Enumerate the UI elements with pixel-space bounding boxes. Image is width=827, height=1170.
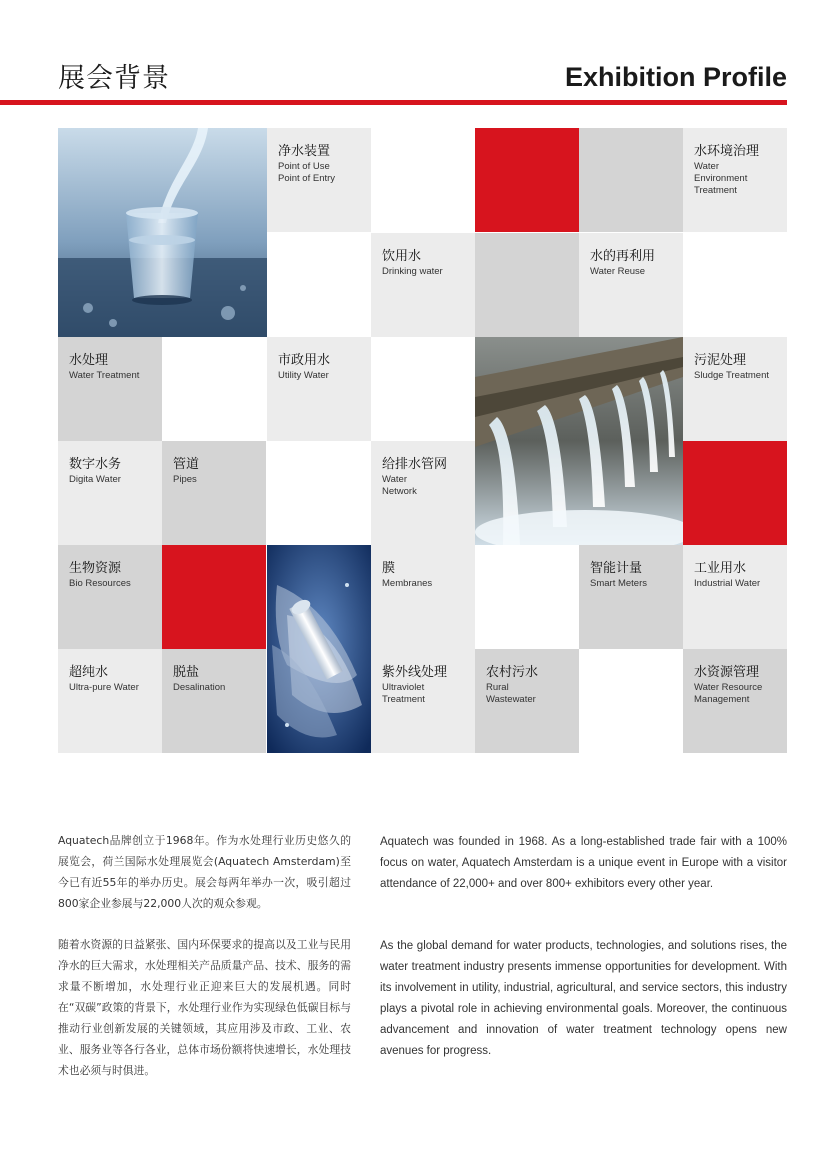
tile-label-en: Rural Wastewater xyxy=(486,682,536,705)
tile-blank xyxy=(371,128,475,232)
tile-label-cn: 数字水务 xyxy=(69,457,122,472)
tile-label-cn: 水环境治理 xyxy=(694,144,760,159)
tile-ultraviolet-treatment xyxy=(371,649,475,753)
tile-label-en: Water Reuse xyxy=(590,266,646,277)
tile-label-cn: 智能计量 xyxy=(590,561,643,576)
tile-label-cn: 紫外线处理 xyxy=(382,665,448,680)
tile-rural-wastewater xyxy=(475,649,579,753)
tile-label-en: Drinking water xyxy=(382,266,443,277)
tile-label-en: Water Environment Treatment xyxy=(694,161,748,196)
tile-label-en: Bio Resources xyxy=(69,578,131,589)
tile-label-en: Point of Use Point of Entry xyxy=(278,161,336,184)
tile-water-resource-management xyxy=(683,649,787,753)
tile-blank xyxy=(475,545,579,649)
tile-label-en: Digita Water xyxy=(69,474,121,485)
tile-label-cn: 饮用水 xyxy=(382,249,422,264)
tile-label-cn: 水资源管理 xyxy=(694,665,760,680)
tile-label-cn: 污泥处理 xyxy=(694,353,747,368)
tile-industrial-water xyxy=(683,545,787,649)
tile-red xyxy=(683,441,787,545)
tile-label-cn: 给排水管网 xyxy=(382,457,448,472)
tile-label-cn: 市政用水 xyxy=(278,353,331,368)
tile-blank xyxy=(162,337,266,441)
tile-label-en: Membranes xyxy=(382,578,433,589)
tile-label-cn: 脱盐 xyxy=(173,665,200,680)
tile-digital-water xyxy=(58,441,162,545)
tile-label-cn: 净水装置 xyxy=(278,144,331,159)
tile-label-cn: 管道 xyxy=(173,457,200,472)
tile-membranes xyxy=(371,545,475,649)
tile-blank xyxy=(267,233,371,337)
tile-sludge-treatment xyxy=(683,337,787,441)
tile-water-environment xyxy=(683,128,787,232)
tile-red xyxy=(475,128,579,232)
tile-label-en: Industrial Water xyxy=(694,578,761,589)
intro-paragraph-cn: Aquatech品牌创立于1968年。作为水处理行业历史悠久的展览会，荷兰国际水处理展览会(Aquatech Amsterdam)至今已有近55年的举办历史。展会每两年举办一次，吸引超过800家企业参展与22,000人次的观众参观。 xyxy=(58,834,351,910)
tile-label-en: Desalination xyxy=(173,682,226,693)
tile-water-treatment xyxy=(58,337,162,441)
tile-label-en: Sludge Treatment xyxy=(694,370,769,381)
tile-label-en: Smart Meters xyxy=(590,578,648,589)
page-title-en: Exhibition Profile xyxy=(564,62,787,92)
tile-blank xyxy=(683,233,787,337)
tile-label-en: Ultra-pure Water xyxy=(69,682,139,693)
membrane-photo xyxy=(267,545,371,753)
tile-utility-water xyxy=(267,337,371,441)
tile-bio-resources xyxy=(58,545,162,649)
tile-blank xyxy=(267,441,371,545)
intro-paragraph-en: Aquatech was founded in 1968. As a long-established trade fair with a 100% focus on water, Aquatech Amsterdam is a unique event in Europe with a visitor attendance of 22,000+ and over 800+ exhibitors every other year. xyxy=(380,836,787,890)
market-paragraph-cn: 随着水资源的日益紧张、国内环保要求的提高以及工业与民用净水的巨大需求，水处理相关产品质量产品、技术、服务的需求量不断增加，水处理行业正迎来巨大的发展机遇。同时在“双碳”政策的背景下，水处理行业作为实现绿色低碳目标与推动行业创新发展的关键领域，其应用涉及市政、工业、农业、服务业等各行各业，总体市场份额将快速增长，水处理技术也必须与时俱进。 xyxy=(58,938,351,1077)
tile-point-of-use xyxy=(267,128,371,232)
tile-smart-meters xyxy=(579,545,683,649)
tile-pipes xyxy=(162,441,266,545)
tile-label-cn: 工业用水 xyxy=(694,561,747,576)
tile-label-en: Ultraviolet Treatment xyxy=(382,682,425,705)
tile-blank xyxy=(579,649,683,753)
tile-label-cn: 水的再利用 xyxy=(590,249,656,264)
tile-red xyxy=(162,545,266,649)
tile-label-en: Pipes xyxy=(173,474,197,485)
tile-drinking-water xyxy=(371,233,475,337)
tile-ultra-pure-water xyxy=(58,649,162,753)
tile-label-en: Water Network xyxy=(382,474,417,497)
tile-label-en: Water Treatment xyxy=(69,370,140,381)
tile-water-reuse xyxy=(579,233,683,337)
tile-water-network xyxy=(371,441,475,545)
tile-blank xyxy=(371,337,475,441)
water-outflow-photo xyxy=(475,337,683,545)
water-glass-photo xyxy=(58,128,267,337)
tile-desalination xyxy=(162,649,266,753)
tile-label-en: Water Resource Management xyxy=(694,682,763,705)
tile-label-cn: 膜 xyxy=(382,561,396,576)
header-rule xyxy=(0,100,787,105)
tile-gray xyxy=(475,233,579,337)
tile-label-cn: 超纯水 xyxy=(69,665,109,680)
tile-gray xyxy=(579,128,683,232)
tile-label-cn: 生物资源 xyxy=(69,561,122,576)
tile-label-en: Utility Water xyxy=(278,370,329,381)
tile-label-cn: 水处理 xyxy=(69,353,109,368)
market-paragraph-en: As the global demand for water products, technologies, and solutions rises, the water treatment industry presents immense opportunities for development. With its involvement in utility, industrial, agricultural, and service sectors, this industry plays a pivotal role in achieving environmental goals. Moreover, the continuous advancement and innovation of water treatment technology opens new avenues for progress. xyxy=(380,940,787,1057)
page-title-cn: 展会背景 xyxy=(58,63,170,94)
tile-label-cn: 农村污水 xyxy=(486,665,539,680)
